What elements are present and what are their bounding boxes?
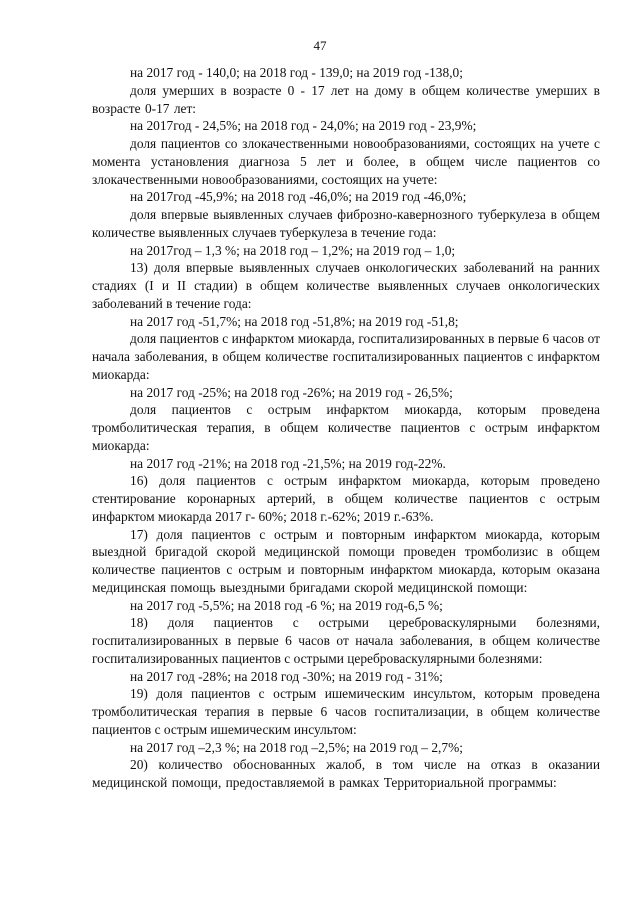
paragraph-4: доля пациентов со злокачественными новообразованиями, состоящих на учете с момента установления диагноза 5 лет и более, в общем числе пациентов со злокачественными новообразованиями, состоящих на учете:	[92, 136, 600, 187]
paragraph-7: на 2017год – 1,3 %; на 2018 год – 1,2%; на 2019 год – 1,0;	[130, 242, 456, 258]
paragraph-5: на 2017год -45,9%; на 2018 год -46,0%; на 2019 год -46,0%;	[130, 189, 467, 205]
paragraph-11: на 2017 год -25%; на 2018 год -26%; на 2019 год - 26,5%;	[130, 384, 453, 400]
paragraph-14: 16) доля пациентов с острым инфарктом миокарда, которым проведено стентирование коронарных артерий, в общем количестве пациентов с острым инфарктом миокарда 2017 г- 60%; 2018 г.-62%; 2019 г.-63%.	[92, 473, 600, 524]
paragraph-21: 20) количество обоснованных жалоб, в том числе на отказ в оказании медицинской помощи, предоставляемой в рамках Территориальной программы:	[92, 757, 600, 790]
paragraph-6: доля впервые выявленных случаев фиброзно-кавернозного туберкулеза в общем количестве выявленных случаев туберкулеза в течение года:	[92, 207, 600, 240]
document-body	[92, 64, 600, 792]
paragraph-3: на 2017год - 24,5%; на 2018 год - 24,0%; на 2019 год - 23,9%;	[130, 118, 477, 134]
paragraph-12: доля пациентов с острым инфарктом миокарда, которым проведена тромболитическая терапия, в общем количестве пациентов с острым инфарктом миокарда:	[92, 402, 600, 453]
paragraph-16: на 2017 год -5,5%; на 2018 год -6 %; на 2019 год-6,5 %;	[130, 597, 443, 613]
paragraph-18: на 2017 год -28%; на 2018 год -30%; на 2019 год - 31%;	[130, 668, 443, 684]
paragraph-17: 18) доля пациентов с острыми цереброваскулярными болезнями, госпитализированных в первые 6 часов от начала заболевания, в общем количестве госпитализированных пациентов с острыми цереброваскулярными болезнями:	[92, 615, 600, 666]
paragraph-2: доля умерших в возрасте 0 - 17 лет на дому в общем количестве умерших в возрасте 0-17 лет:	[92, 82, 600, 116]
paragraph-15: 17) доля пациентов с острым и повторным инфарктом миокарда, которым выездной бригадой скорой медицинской помощи проведен тромболизис в общем количестве пациентов с острым и повторным инфарктом миокарда, которым оказана медицинская помощь выездными бригадами скорой медицинской помощи:	[92, 526, 600, 595]
paragraph-1: на 2017 год - 140,0; на 2018 год - 139,0; на 2019 год -138,0;	[130, 65, 463, 80]
paragraph-10: доля пациентов с инфарктом миокарда, госпитализированных в первые 6 часов от начала заболевания, в общем количестве госпитализированных пациентов с инфарктом миокарда:	[92, 331, 600, 382]
paragraph-9: на 2017 год -51,7%; на 2018 год -51,8%; на 2019 год -51,8;	[130, 313, 459, 329]
paragraph-13: на 2017 год -21%; на 2018 год -21,5%; на 2019 год-22%.	[130, 455, 446, 471]
paragraph-8: 13) доля впервые выявленных случаев онкологических заболеваний на ранних стадиях (I и II стадии) в общем количестве выявленных случаев онкологических заболеваний в течение года:	[92, 260, 600, 311]
page-number: 47	[313, 38, 327, 53]
paragraph-20: на 2017 год –2,3 %; на 2018 год –2,5%; на 2019 год – 2,7%;	[130, 739, 463, 755]
paragraph-19: 19) доля пациентов с острым ишемическим инсультом, которым проведена тромболитическая терапия в первые 6 часов госпитализации, в общем количестве пациентов с острым ишемическим инсультом:	[92, 686, 600, 737]
